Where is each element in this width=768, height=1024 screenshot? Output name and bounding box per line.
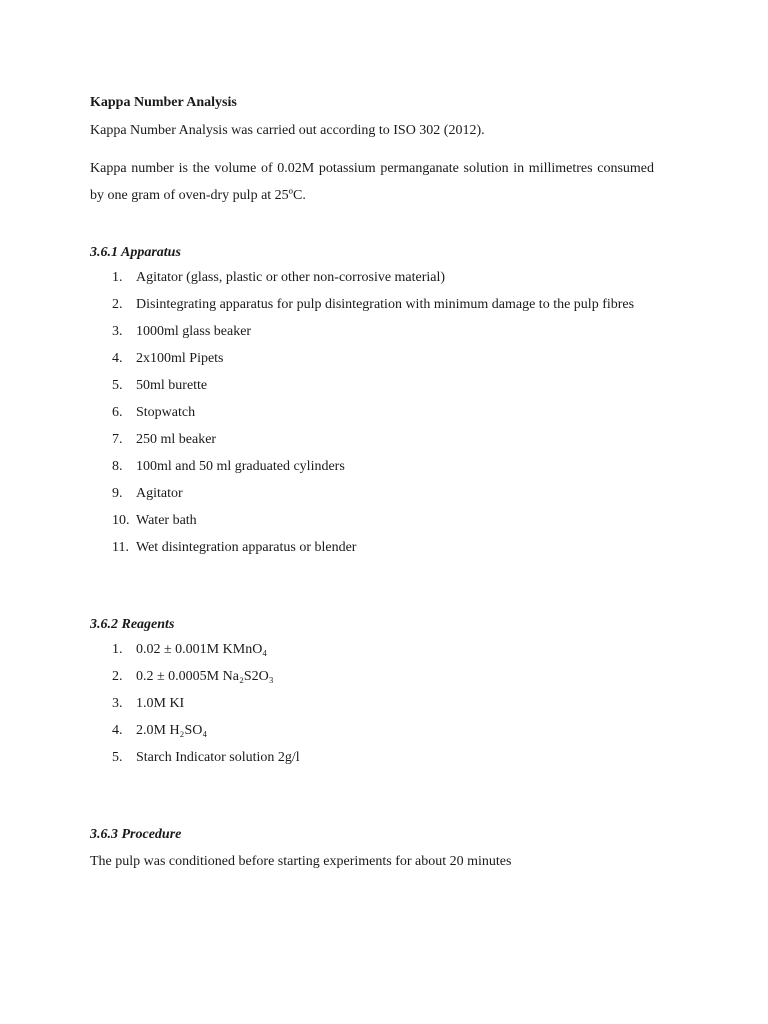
apparatus-heading: 3.6.1 Apparatus — [90, 245, 181, 260]
list-item: 4. 2x100ml Pipets — [112, 351, 224, 366]
list-item: 2. Disintegrating apparatus for pulp disintegration with minimum damage to the pulp fibres — [112, 297, 635, 312]
document-title: Kappa Number Analysis — [90, 95, 237, 110]
list-item: 11. Wet disintegration apparatus or blender — [112, 540, 357, 555]
list-item: 6. Stopwatch — [112, 405, 196, 420]
procedure-heading: 3.6.3 Procedure — [90, 827, 182, 842]
list-item: 1. 0.02 ± 0.001M KMnO₄ — [112, 642, 268, 657]
procedure-paragraph: The pulp was conditioned before starting experiments for about 20 minutes — [90, 854, 512, 869]
list-item: 4. 2.0M H₂SO₄ — [112, 723, 208, 738]
reagents-list — [90, 636, 654, 771]
apparatus-list — [90, 264, 654, 561]
intro-paragraph: Kappa Number Analysis was carried out according to ISO 302 (2012). — [90, 123, 485, 138]
list-item: 10. Water bath — [112, 513, 197, 528]
document-page — [90, 93, 654, 875]
list-item: 2. 0.2 ± 0.0005M Na₂S2O₃ — [112, 669, 274, 684]
list-item: 5. 50ml burette — [112, 378, 208, 393]
list-item: 8. 100ml and 50 ml graduated cylinders — [112, 459, 345, 474]
list-item: 1. Agitator (glass, plastic or other non-corrosive material) — [112, 270, 446, 285]
list-item: 5. Starch Indicator solution 2g/l — [112, 750, 300, 765]
list-item: 7. 250 ml beaker — [112, 432, 217, 447]
list-item: 3. 1000ml glass beaker — [112, 324, 252, 339]
list-item: 3. 1.0M KI — [112, 696, 185, 711]
list-item: 9. Agitator — [112, 486, 183, 501]
definition-paragraph: Kappa number is the volume of 0.02M potassium permanganate solution in millimetres consumed by one gram of oven-dry pulp at 25ºC. — [90, 161, 654, 203]
reagents-heading: 3.6.2 Reagents — [90, 617, 175, 632]
